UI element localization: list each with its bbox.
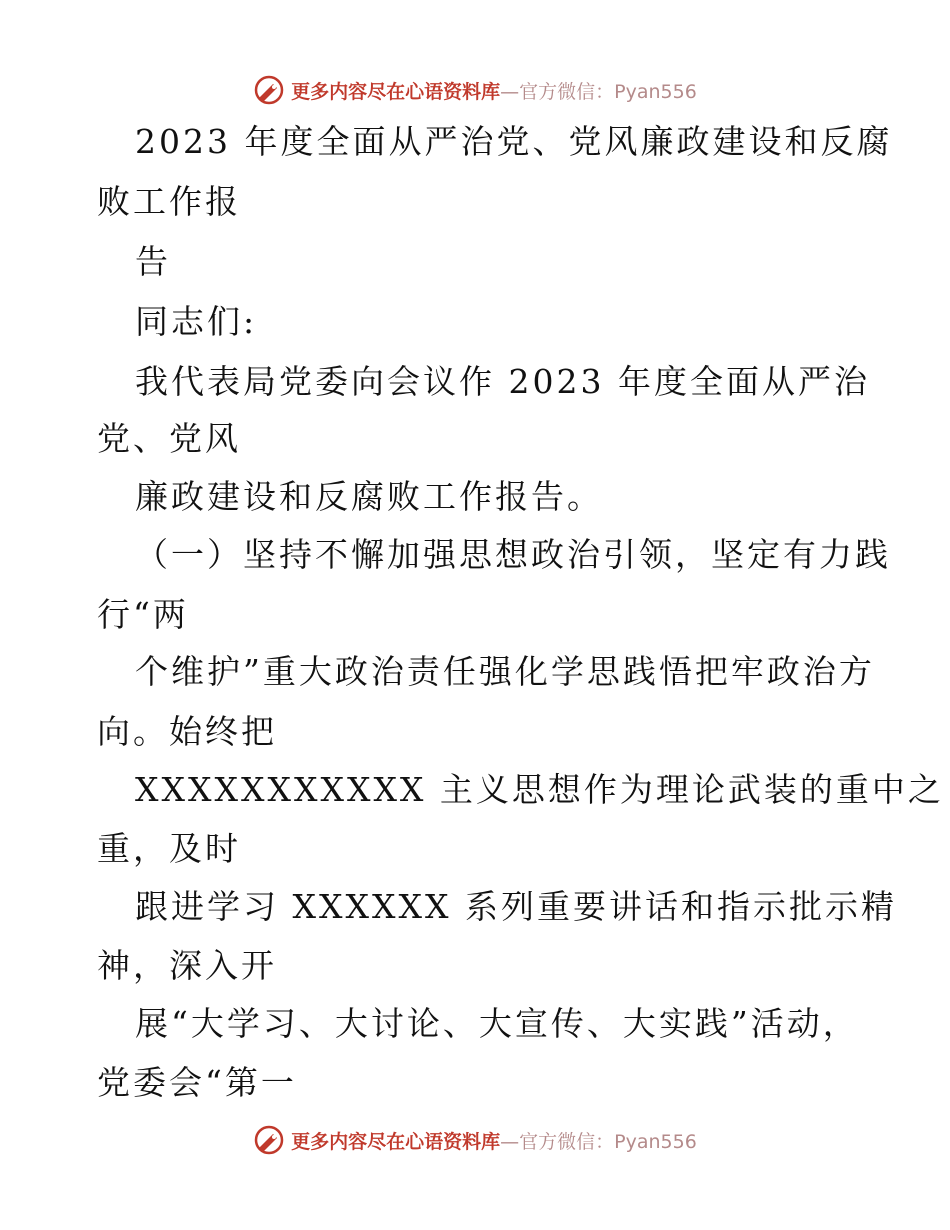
doc-line-13: 重，及时 bbox=[97, 829, 241, 868]
pen-nib-logo-icon bbox=[253, 74, 285, 106]
banner-dash: — bbox=[500, 1130, 520, 1153]
doc-line-15: 神，深入开 bbox=[97, 946, 277, 985]
doc-line-5: 我代表局党委向会议作 2023 年度全面从严治 bbox=[135, 362, 870, 401]
doc-line-16: 展“大学习、大讨论、大宣传、大实践”活动， bbox=[135, 1004, 859, 1043]
doc-line-7: 廉政建设和反腐败工作报告。 bbox=[135, 477, 603, 516]
doc-line-4: 同志们: bbox=[135, 302, 258, 341]
doc-line-1: 2023 年度全面从严治党、党风廉政建设和反腐 bbox=[135, 122, 893, 161]
doc-line-3: 告 bbox=[135, 242, 171, 281]
doc-line-17: 党委会“第一 bbox=[97, 1063, 297, 1102]
banner-main-text: 更多内容尽在心语资料库 bbox=[291, 80, 501, 103]
doc-line-11: 向。始终把 bbox=[97, 712, 277, 751]
doc-line-8: （一）坚持不懈加强思想政治引领，坚定有力践 bbox=[135, 535, 891, 574]
doc-line-2: 败工作报 bbox=[97, 182, 241, 221]
doc-line-10: 个维护”重大政治责任强化学思践悟把牢政治方 bbox=[135, 652, 875, 691]
footer-banner bbox=[0, 1120, 950, 1160]
banner-main-text: 更多内容尽在心语资料库 bbox=[291, 1130, 501, 1153]
banner-dash: — bbox=[500, 80, 520, 103]
banner-wechat-text: 官方微信：Pyan556 bbox=[519, 1130, 697, 1153]
header-banner bbox=[0, 70, 950, 110]
doc-line-6: 党、党风 bbox=[97, 419, 241, 458]
doc-line-14: 跟进学习 XXXXXX 系列重要讲话和指示批示精 bbox=[135, 887, 897, 926]
banner-text bbox=[291, 1127, 697, 1154]
banner-text bbox=[291, 77, 697, 104]
doc-line-9: 行“两 bbox=[97, 595, 189, 634]
doc-line-12: XXXXXXXXXXX 主义思想作为理论武装的重中之 bbox=[135, 770, 944, 809]
pen-nib-logo-icon bbox=[253, 1124, 285, 1156]
banner-wechat-text: 官方微信：Pyan556 bbox=[519, 80, 697, 103]
